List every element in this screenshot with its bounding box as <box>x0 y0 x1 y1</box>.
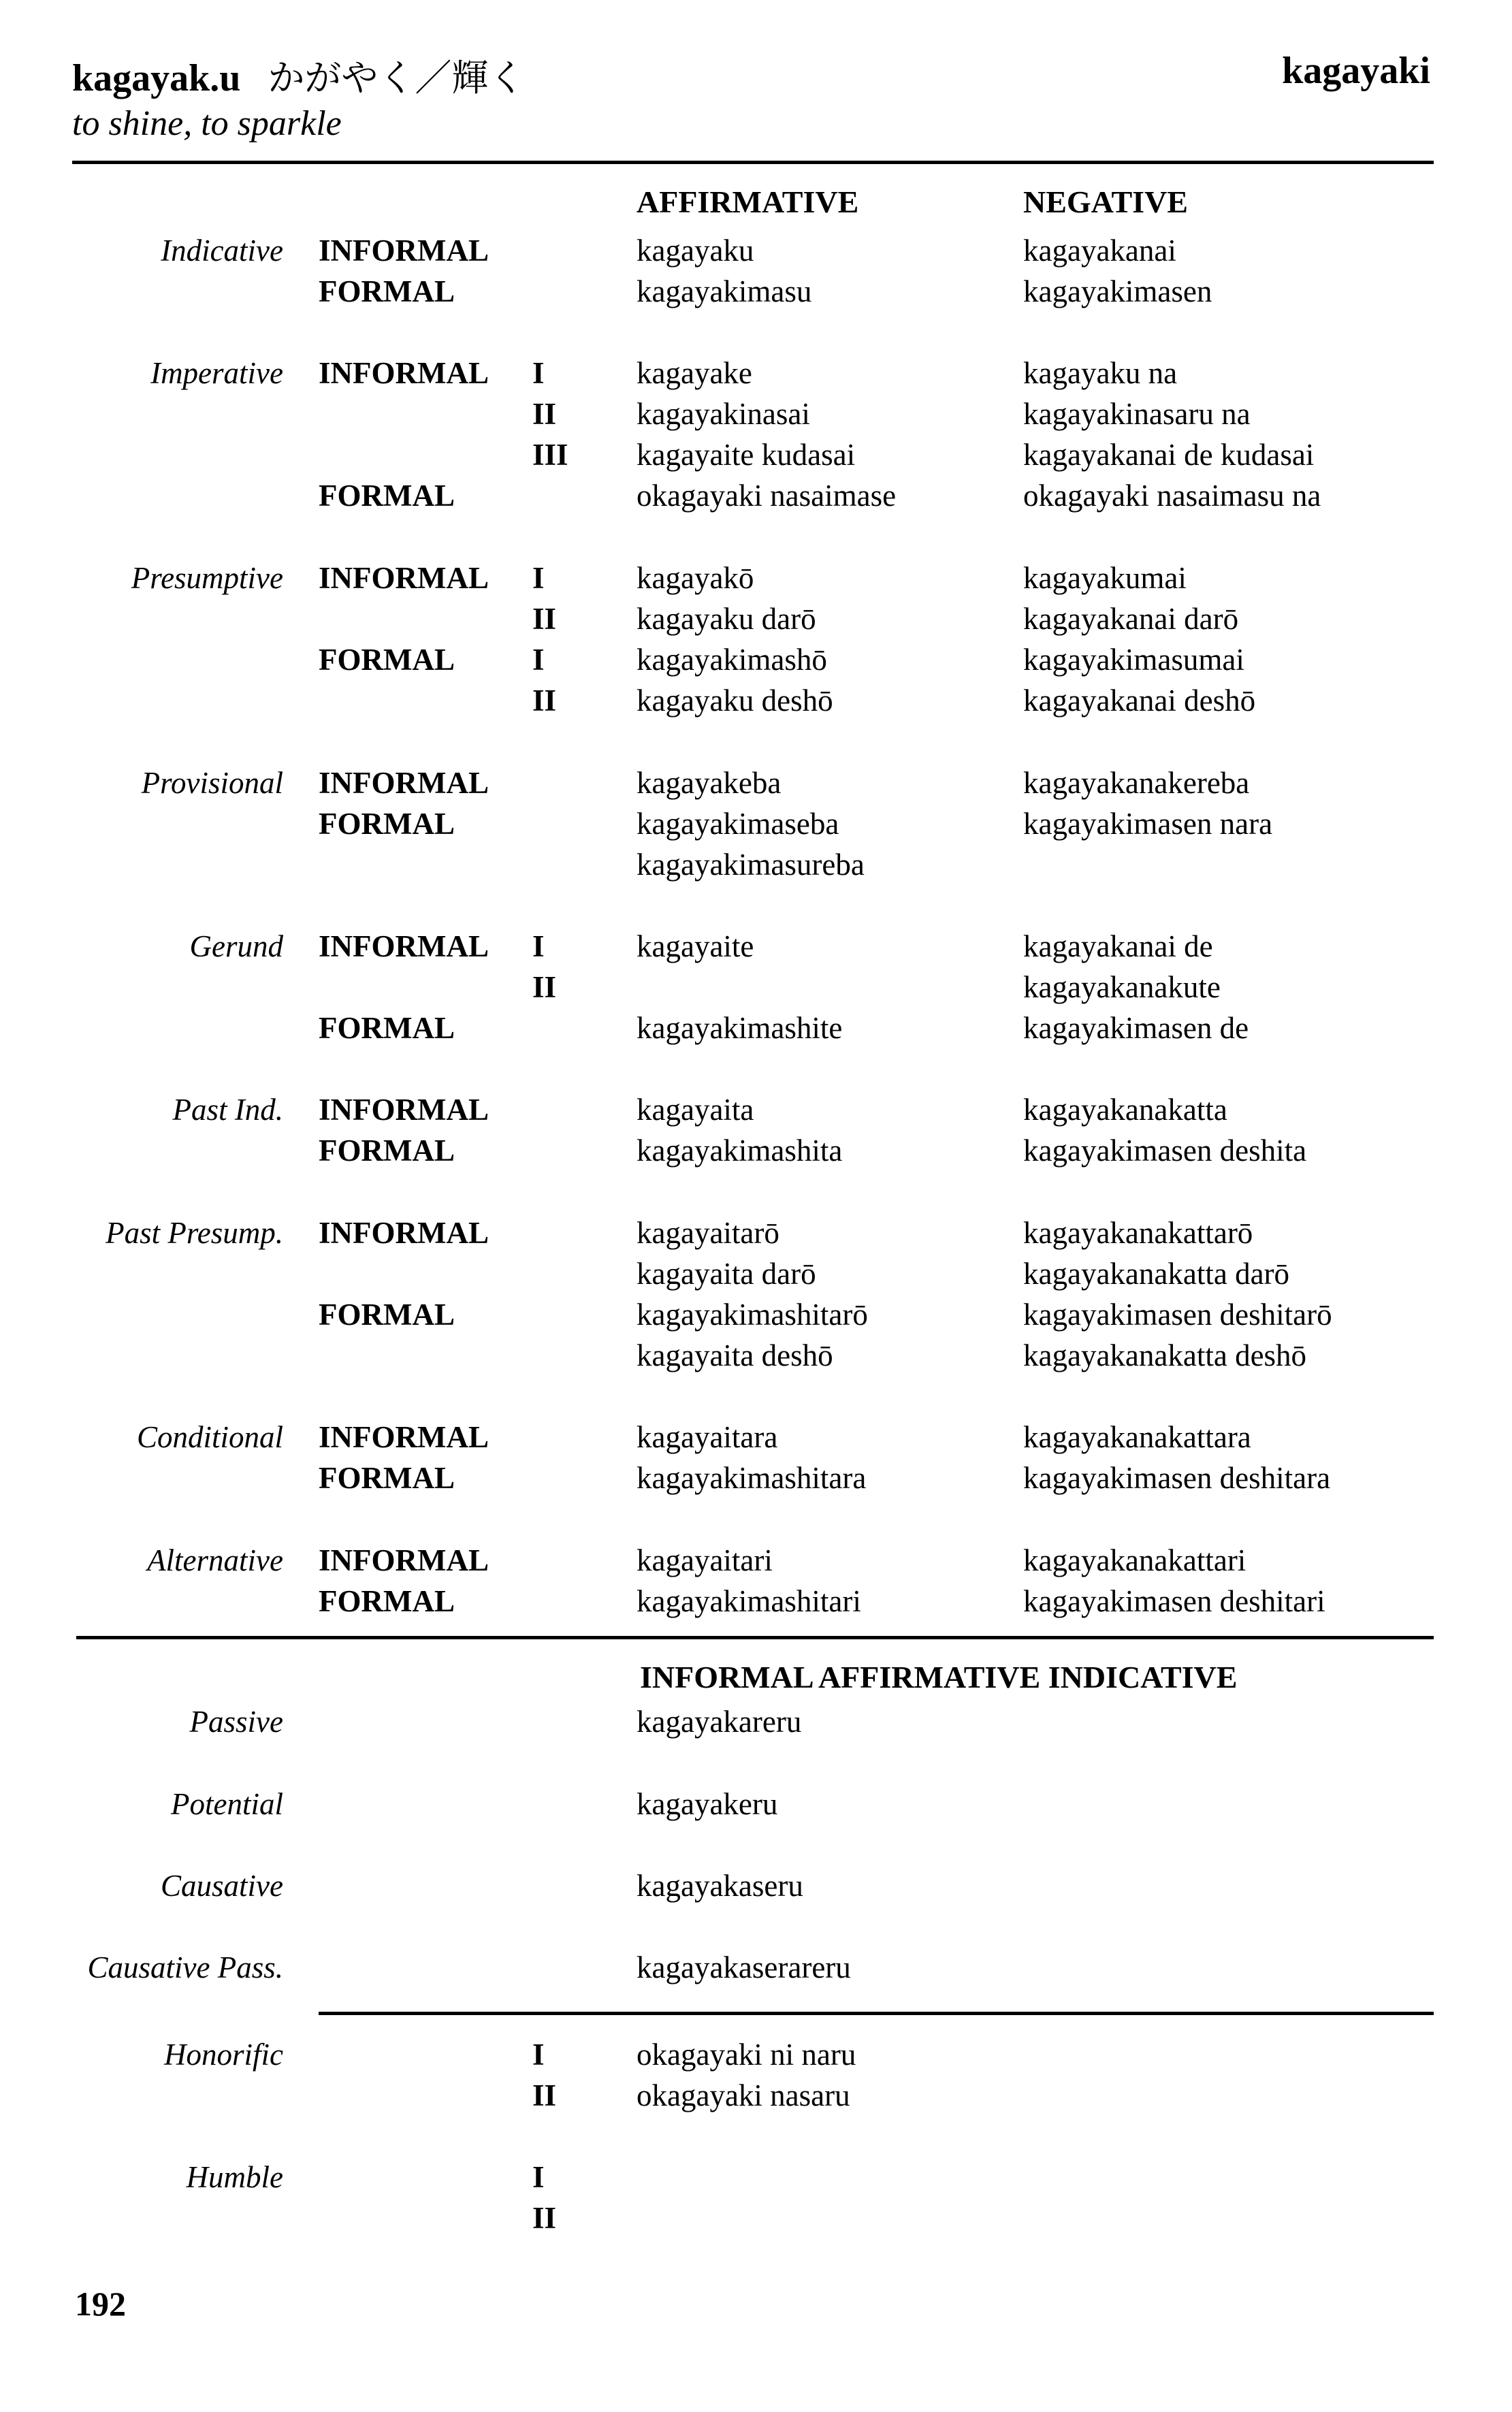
table-row <box>0 1338 1512 1380</box>
table-row <box>0 1583 1512 1626</box>
variant-number: II <box>532 602 557 636</box>
level-label: INFORMAL <box>319 1093 489 1127</box>
table-row <box>0 560 1512 602</box>
form-label: Causative <box>161 1869 283 1903</box>
table-row <box>0 2200 1512 2242</box>
negative-form: kagayakanai darō <box>1023 602 1239 636</box>
affirmative-form: kagayake <box>637 356 752 390</box>
affirmative-form: kagayakimashitari <box>637 1584 861 1618</box>
affirmative-form: kagayakimashita <box>637 1133 843 1168</box>
variant-number: I <box>532 561 545 595</box>
negative-form: kagayaku na <box>1023 356 1178 390</box>
level-label: FORMAL <box>319 274 455 308</box>
table-row <box>0 969 1512 1012</box>
negative-form: kagayakimasen nara <box>1023 807 1273 841</box>
table-row <box>0 1704 1512 1746</box>
table-row <box>0 1786 1512 1829</box>
negative-form: kagayakanai deshō <box>1023 684 1256 718</box>
affirmative-form: kagayakinasai <box>637 397 810 431</box>
affirmative-form: kagayakimashō <box>637 643 827 677</box>
level-label: FORMAL <box>319 1584 455 1618</box>
table-row <box>0 2037 1512 2079</box>
form-label: Honorific <box>164 2038 283 2072</box>
form-label: Provisional <box>141 766 283 800</box>
table-row <box>0 847 1512 889</box>
form-label: Past Presump. <box>106 1216 283 1250</box>
affirmative-form: kagayaita deshō <box>637 1338 833 1372</box>
table-row <box>0 437 1512 479</box>
negative-form: kagayakimasen deshitarō <box>1023 1298 1332 1332</box>
negative-form: kagayakanai <box>1023 234 1176 268</box>
table-row <box>0 1868 1512 1910</box>
affirmative-form: kagayakaserareru <box>637 1950 851 1984</box>
table-row <box>0 2078 1512 2120</box>
table-row <box>0 1950 1512 1992</box>
affirmative-form: kagayakimashite <box>637 1011 843 1045</box>
affirmative-form: okagayaki nasaimase <box>637 479 897 513</box>
headword-kana: かがやく／輝く <box>268 57 526 99</box>
variant-number: I <box>532 2160 545 2194</box>
level-label: FORMAL <box>319 1011 455 1045</box>
affirmative-form: kagayaku <box>637 234 754 268</box>
negative-form: kagayakanakatta deshō <box>1023 1338 1307 1372</box>
negative-form: kagayakanakattari <box>1023 1543 1246 1577</box>
table-row <box>0 601 1512 643</box>
page-header-title <box>72 49 525 101</box>
affirmative-form: kagayakimaseba <box>637 807 839 841</box>
table-row <box>0 233 1512 275</box>
level-label: FORMAL <box>319 479 455 513</box>
negative-column-header: NEGATIVE <box>1023 184 1188 219</box>
form-label: Conditional <box>136 1420 283 1454</box>
table-row <box>0 765 1512 807</box>
form-label: Past Ind. <box>172 1093 283 1127</box>
variant-number: III <box>532 438 568 472</box>
table-row <box>0 1543 1512 1585</box>
table-row <box>0 1133 1512 1175</box>
form-label: Passive <box>189 1705 283 1739</box>
form-label: Presumptive <box>131 561 283 595</box>
variant-number: II <box>532 2201 557 2235</box>
variant-number: II <box>532 397 557 431</box>
middle-rule <box>76 1636 1434 1639</box>
table-row <box>0 1215 1512 1257</box>
table-row <box>0 2159 1512 2202</box>
table-row <box>0 1419 1512 1462</box>
table-row <box>0 1092 1512 1134</box>
negative-form: kagayakanakattara <box>1023 1420 1251 1454</box>
table-row <box>0 355 1512 398</box>
lower-rule <box>319 2012 1434 2015</box>
headword-romaji: kagayak.u <box>72 57 241 99</box>
affirmative-form: kagayaite kudasai <box>637 438 856 472</box>
table-row <box>0 274 1512 316</box>
form-label: Potential <box>171 1787 283 1821</box>
affirmative-form: kagayakimashitarō <box>637 1298 868 1332</box>
level-label: INFORMAL <box>319 234 489 268</box>
affirmative-form: kagayaitarō <box>637 1216 779 1250</box>
negative-form: okagayaki nasaimasu na <box>1023 479 1321 513</box>
negative-form: kagayakanakatta darō <box>1023 1257 1290 1291</box>
variant-number: II <box>532 970 557 1004</box>
negative-form: kagayakanai de <box>1023 929 1213 963</box>
table-row <box>0 396 1512 438</box>
affirmative-form: kagayaku darō <box>637 602 816 636</box>
table-row <box>0 1256 1512 1298</box>
variant-number: I <box>532 929 545 963</box>
variant-number: II <box>532 684 557 718</box>
table-row <box>0 806 1512 848</box>
form-label: Indicative <box>161 234 283 268</box>
negative-form: kagayakanai de kudasai <box>1023 438 1315 472</box>
affirmative-form: kagayakaseru <box>637 1869 803 1903</box>
level-label: INFORMAL <box>319 1216 489 1250</box>
variant-number: I <box>532 2038 545 2072</box>
negative-form: kagayakanakatta <box>1023 1093 1227 1127</box>
affirmative-form: kagayakimashitara <box>637 1461 867 1495</box>
table-row <box>0 1297 1512 1339</box>
form-label: Humble <box>186 2160 283 2194</box>
form-label: Gerund <box>189 929 283 963</box>
variant-number: I <box>532 356 545 390</box>
table-row <box>0 1460 1512 1502</box>
table-row <box>0 1010 1512 1052</box>
affirmative-form: kagayakimasureba <box>637 848 865 882</box>
variant-number: I <box>532 643 545 677</box>
negative-form: kagayakimasen <box>1023 274 1212 308</box>
level-label: FORMAL <box>319 1298 455 1332</box>
level-label: FORMAL <box>319 807 455 841</box>
form-label: Causative Pass. <box>87 1950 283 1984</box>
level-label: INFORMAL <box>319 766 489 800</box>
form-label: Alternative <box>147 1543 283 1577</box>
level-label: INFORMAL <box>319 356 489 390</box>
negative-form: kagayakinasaru na <box>1023 397 1251 431</box>
form-label: Imperative <box>150 356 283 390</box>
affirmative-column-header: AFFIRMATIVE <box>637 184 859 219</box>
table-row <box>0 642 1512 684</box>
affirmative-form: kagayaita darō <box>637 1257 816 1291</box>
affirmative-form: kagayakeba <box>637 766 782 800</box>
headword-gloss: to shine, to sparkle <box>72 104 342 143</box>
variant-number: II <box>532 2078 557 2112</box>
affirmative-form: kagayakeru <box>637 1787 778 1821</box>
affirmative-form: kagayaita <box>637 1093 754 1127</box>
affirmative-form: kagayakimasu <box>637 274 812 308</box>
level-label: INFORMAL <box>319 929 489 963</box>
page-number: 192 <box>75 2285 126 2323</box>
affirmative-form: okagayaki ni naru <box>637 2038 856 2072</box>
level-label: FORMAL <box>319 1133 455 1168</box>
negative-form: kagayakanakute <box>1023 970 1221 1004</box>
level-label: FORMAL <box>319 1461 455 1495</box>
table-row <box>0 929 1512 971</box>
negative-form: kagayakimasen de <box>1023 1011 1249 1045</box>
negative-form: kagayakanakereba <box>1023 766 1250 800</box>
level-label: INFORMAL <box>319 1543 489 1577</box>
level-label: INFORMAL <box>319 561 489 595</box>
affirmative-form: okagayaki nasaru <box>637 2078 850 2112</box>
affirmative-form: kagayakō <box>637 561 754 595</box>
informal-affirmative-indicative-header: INFORMAL AFFIRMATIVE INDICATIVE <box>640 1660 1238 1694</box>
affirmative-form: kagayaku deshō <box>637 684 833 718</box>
negative-form: kagayakimasen deshitara <box>1023 1461 1331 1495</box>
negative-form: kagayakimasumai <box>1023 643 1244 677</box>
table-row <box>0 478 1512 520</box>
negative-form: kagayakanakattarō <box>1023 1216 1253 1250</box>
running-head-word: kagayaki <box>1282 50 1430 92</box>
affirmative-form: kagayaitari <box>637 1543 773 1577</box>
affirmative-form: kagayaite <box>637 929 754 963</box>
negative-form: kagayakimasen deshitari <box>1023 1584 1325 1618</box>
negative-form: kagayakumai <box>1023 561 1187 595</box>
level-label: FORMAL <box>319 643 455 677</box>
affirmative-form: kagayaitara <box>637 1420 778 1454</box>
top-rule <box>72 161 1434 164</box>
negative-form: kagayakimasen deshita <box>1023 1133 1307 1168</box>
affirmative-form: kagayakareru <box>637 1705 802 1739</box>
table-row <box>0 683 1512 725</box>
level-label: INFORMAL <box>319 1420 489 1454</box>
